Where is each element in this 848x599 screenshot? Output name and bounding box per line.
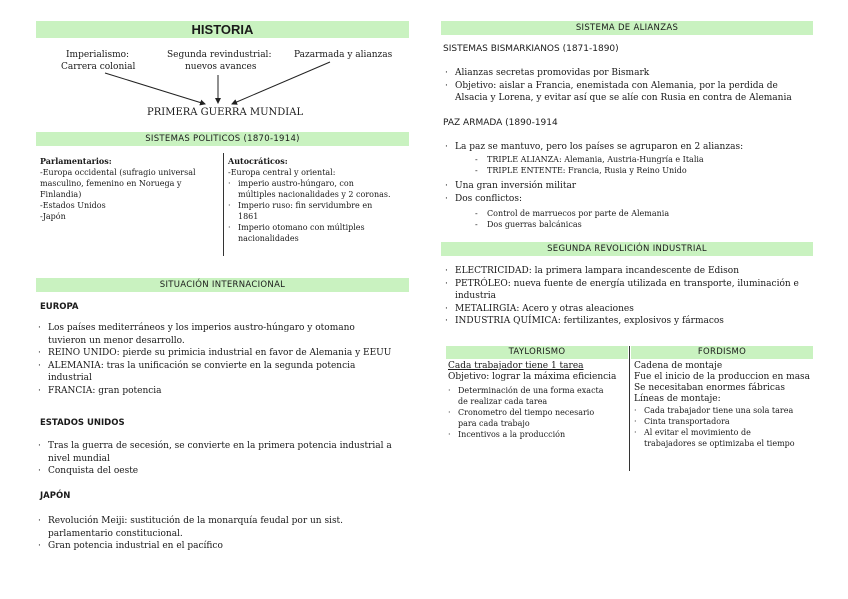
cause-imperialismo-sub: Carrera colonial xyxy=(61,62,136,72)
auto-intro: -Europa central y oriental: xyxy=(228,168,336,177)
paz-armada-list-2 xyxy=(445,180,825,205)
ford-item: · Al evitar el movimiento de trabajadores se optimizaba el tiempo xyxy=(634,427,819,449)
ford-line: Líneas de montaje: xyxy=(634,394,721,404)
table-divider xyxy=(629,346,630,471)
sub-item: - TRIPLE ALIANZA: Alemania, Austria-Hungría e Italia xyxy=(445,154,825,165)
list-item: · Los países mediterráneos y los imperios austro-húngaro y otomano tuvieron un menor desarrollo. xyxy=(38,322,418,347)
sistemas-politicos-header: SISTEMAS POLITICOS (1870-1914) xyxy=(36,132,409,146)
list-item: · Tras la guerra de secesión, se convierte en la primera potencia industrial a nivel mundial xyxy=(38,440,418,465)
europa-list xyxy=(38,322,418,397)
fordismo-block xyxy=(634,361,819,449)
page-title: HISTORIA xyxy=(36,21,409,38)
parl-line: -Japón xyxy=(40,212,66,221)
taylor-item: · Determinación de una forma exacta de realizar cada tarea xyxy=(448,385,628,407)
list-item: · Dos conflictos: xyxy=(445,193,825,206)
ford-line: Se necesitaban enormes fábricas xyxy=(634,383,785,393)
sistema-alianzas-header: SISTEMA DE ALIANZAS xyxy=(441,21,813,35)
list-item: · Objetivo: aislar a Francia, enemistada con Alemania, por la perdida de Alsacia y Lorena, y evitar así que se alíe con Rusia en contra de Alemania xyxy=(445,80,825,105)
list-item: · Gran potencia industrial en el pacífico xyxy=(38,540,418,553)
list-item: · Alianzas secretas promovidas por Bismark xyxy=(445,67,825,80)
sub-item: - TRIPLE ENTENTE: Francia, Rusia y Reino Unido xyxy=(445,165,825,176)
result-primera-guerra: PRIMERA GUERRA MUNDIAL xyxy=(147,107,304,118)
ford-item: · Cada trabajador tiene una sola tarea xyxy=(634,405,819,416)
taylor-item: · Incentivos a la producción xyxy=(448,429,628,440)
list-item: · ALEMANIA: tras la unificación se convierte en la segunda potencia industrial xyxy=(38,360,418,385)
taylor-line: Objetivo: lograr la máxima eficiencia xyxy=(448,372,617,382)
taylorismo-block xyxy=(448,361,628,440)
paz-armada-list xyxy=(445,141,825,154)
eeuu-heading: ESTADOS UNIDOS xyxy=(40,418,125,428)
parl-line: masculino, femenino en Noruega y xyxy=(40,179,182,188)
column-divider xyxy=(223,153,224,256)
cause-revolucion-sub: nuevos avances xyxy=(185,62,257,72)
parlamentarios-title: Parlamentarios: xyxy=(40,156,112,166)
taylor-line: Cada trabajador tiene 1 tarea xyxy=(448,361,584,371)
list-item: · INDUSTRIA QUÍMICA: fertilizantes, explosivos y fármacos xyxy=(445,315,825,328)
sub-item: - Control de marruecos por parte de Alemania xyxy=(445,208,825,219)
paz-armada-heading: PAZ ARMADA (1890-1914 xyxy=(443,118,558,128)
autocraticos-block xyxy=(228,156,413,244)
conflictos-sublist xyxy=(445,208,825,230)
list-item: · Conquista del oeste xyxy=(38,465,418,478)
parl-line: -Europa occidental (sufragio universal xyxy=(40,168,196,177)
list-item: · METALIRGIA: Acero y otras aleaciones xyxy=(445,303,825,316)
taylor-item: · Cronometro del tiempo necesario para cada trabajo xyxy=(448,407,628,429)
arrow-3 xyxy=(232,62,330,104)
parl-line: -Estados Unidos xyxy=(40,201,106,210)
list-item: · ELECTRICIDAD: la primera lampara incandescente de Edison xyxy=(445,265,825,278)
autocraticos-title: Autocráticos: xyxy=(228,156,288,166)
eeuu-list xyxy=(38,440,418,478)
list-item: · La paz se mantuvo, pero los países se agruparon en 2 alianzas: xyxy=(445,141,825,154)
auto-item: · imperio austro-húngaro, con múltiples nacionalidades y 2 coronas. xyxy=(228,178,413,200)
situacion-internacional-header: SITUACIÓN INTERNACIONAL xyxy=(36,278,409,292)
bismarkianos-list xyxy=(445,67,825,105)
list-item: · REINO UNIDO: pierde su primicia industrial en favor de Alemania y EEUU xyxy=(38,347,418,360)
japon-heading: JAPÓN xyxy=(40,491,71,501)
list-item: · Revolución Meiji: sustitución de la monarquía feudal por un sist. parlamentario constitucional. xyxy=(38,515,418,540)
sub-item: - Dos guerras balcánicas xyxy=(445,219,825,230)
ford-item: · Cinta transportadora xyxy=(634,416,819,427)
segunda-revolucion-header: SEGUNDA REVOLICIÓN INDUSTRIAL xyxy=(441,242,813,256)
list-item: · Una gran inversión militar xyxy=(445,180,825,193)
fordismo-header: FORDISMO xyxy=(631,346,813,359)
parlamentarios-block xyxy=(40,156,220,222)
auto-item: · Imperio ruso: fin servidumbre en 1861 xyxy=(228,200,413,222)
cause-revolucion: Segunda revindustrial: xyxy=(167,50,272,60)
auto-item: · Imperio otomano con múltiples nacionalidades xyxy=(228,222,413,244)
parl-line: Finlandia) xyxy=(40,190,82,199)
cause-paz-armada: Pazarmada y alianzas xyxy=(294,50,393,60)
arrow-1 xyxy=(105,73,205,104)
japon-list xyxy=(38,515,418,553)
cause-imperialismo: Imperialismo: xyxy=(66,50,130,60)
segunda-revolucion-list xyxy=(445,265,825,328)
alianzas-sublist xyxy=(445,154,825,176)
list-item: · FRANCIA: gran potencia xyxy=(38,385,418,398)
europa-heading: EUROPA xyxy=(40,302,79,312)
ford-line: Fue el inicio de la produccion en masa xyxy=(634,372,811,382)
taylorismo-header: TAYLORISMO xyxy=(446,346,628,359)
bismarkianos-heading: SISTEMAS BISMARKIANOS (1871-1890) xyxy=(443,44,619,54)
list-item: · PETRÓLEO: nueva fuente de energía utilizada en transporte, iluminación e industria xyxy=(445,278,825,303)
ford-line: Cadena de montaje xyxy=(634,361,723,371)
